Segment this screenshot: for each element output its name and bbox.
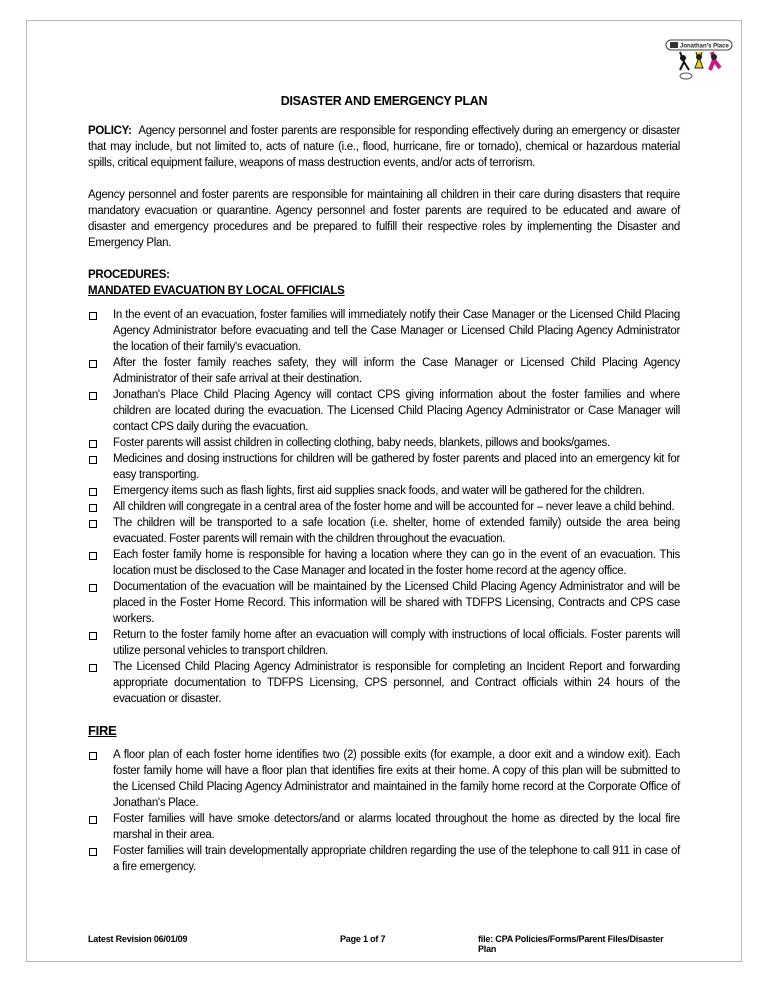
list-item bbox=[88, 811, 680, 843]
list-item-text: After the foster family reaches safety, they will inform the Case Manager or Licensed Child Placing Agency Administrator of their safe arrival at their destination. bbox=[113, 357, 680, 385]
checkbox-bullet-icon bbox=[89, 440, 97, 448]
evacuation-list bbox=[88, 307, 680, 707]
list-item bbox=[88, 659, 680, 707]
checkbox-bullet-icon bbox=[89, 360, 97, 368]
checkbox-bullet-icon bbox=[89, 664, 97, 672]
checkbox-bullet-icon bbox=[89, 312, 97, 320]
evacuation-heading: MANDATED EVACUATION BY LOCAL OFFICIALS bbox=[88, 285, 345, 297]
fire-heading: FIRE bbox=[88, 723, 117, 738]
procedures-heading: PROCEDURES: bbox=[88, 269, 170, 281]
checkbox-bullet-icon bbox=[89, 632, 97, 640]
list-item-text: Return to the foster family home after an evacuation will comply with instructions of local officials. Foster parents will utilize personal vehicles to transport children. bbox=[113, 629, 680, 657]
list-item bbox=[88, 843, 680, 875]
checkbox-bullet-icon bbox=[89, 816, 97, 824]
list-item bbox=[88, 355, 680, 387]
checkbox-bullet-icon bbox=[89, 520, 97, 528]
list-item bbox=[88, 387, 680, 435]
list-item-text: Each foster family home is responsible for having a location where they can go in the event of an evacuation. This location must be disclosed to the Case Manager and located in the foster home record at the agency office. bbox=[113, 549, 680, 577]
footer-page-number: Page 1 of 7 bbox=[340, 934, 386, 944]
list-item-text: Jonathan's Place Child Placing Agency will contact CPS giving information about the foster families and where children are located during the evacuation. The Licensed Child Placing Agency Administrator or Case Manager will contact CPS daily during the evacuation. bbox=[113, 389, 680, 433]
list-item-text: Foster families will train developmentally appropriate children regarding the use of the telephone to call 911 in case of a fire emergency. bbox=[113, 845, 680, 873]
document-body bbox=[88, 93, 680, 875]
list-item-text: Medicines and dosing instructions for children will be gathered by foster parents and placed into an emergency kit for easy transporting. bbox=[113, 453, 680, 481]
fire-list bbox=[88, 747, 680, 875]
svg-text:Jonathan's Place: Jonathan's Place bbox=[680, 43, 729, 50]
list-item-text: Emergency items such as flash lights, first aid supplies snack foods, and water will be gathered for the children. bbox=[113, 485, 645, 497]
list-item bbox=[88, 747, 680, 811]
checkbox-bullet-icon bbox=[89, 504, 97, 512]
footer-revision: Latest Revision 06/01/09 bbox=[88, 934, 188, 944]
checkbox-bullet-icon bbox=[89, 552, 97, 560]
list-item bbox=[88, 435, 680, 451]
list-item bbox=[88, 547, 680, 579]
checkbox-bullet-icon bbox=[89, 848, 97, 856]
checkbox-bullet-icon bbox=[89, 584, 97, 592]
list-item-text: Foster families will have smoke detectors/and or alarms located throughout the home as directed by the local fire marshal in their area. bbox=[113, 813, 680, 841]
jonathans-place-logo bbox=[664, 38, 736, 82]
list-item-text: Foster parents will assist children in collecting clothing, baby needs, blankets, pillows and books/games. bbox=[113, 437, 610, 449]
policy-label: POLICY: bbox=[88, 125, 132, 137]
list-item-text: The Licensed Child Placing Agency Administrator is responsible for completing an Incident Report and forwarding appropriate documentation to TDFPS Licensing, CPS personnel, and Contract officials within 24 hours of the evacuation or disaster. bbox=[113, 661, 680, 705]
checkbox-bullet-icon bbox=[89, 456, 97, 464]
list-item bbox=[88, 515, 680, 547]
list-item bbox=[88, 499, 680, 515]
list-item-text: A floor plan of each foster home identifies two (2) possible exits (for example, a door exit and a window exit). Each foster family home will have a floor plan that identifies fire exits at their home. A copy of this plan will be submitted to the Licensed Child Placing Agency Administrator and maintained in the family home record at the Corporate Office of Jonathan's Place. bbox=[113, 749, 680, 809]
list-item-text: The children will be transported to a safe location (i.e. shelter, home of extended family) outside the area being evacuated. Foster parents will remain with the children throughout the evacuation. bbox=[113, 517, 680, 545]
checkbox-bullet-icon bbox=[89, 392, 97, 400]
policy-text: Agency personnel and foster parents are responsible for responding effectively during an emergency or disaster that may include, but not limited to, acts of nature (i.e., flood, hurricane, fire or tornado), chemical or hazardous material spills, critical equipment failure, weapons of mass destruction events, and/or acts of terrorism. bbox=[88, 125, 680, 169]
list-item bbox=[88, 579, 680, 627]
responsibility-paragraph: Agency personnel and foster parents are responsible for maintaining all children in their care during disasters that require mandatory evacuation or quarantine. Agency personnel and foster parents are required to be educated and aware of disaster and emergency procedures and be prepared to fulfill their respective roles by implementing the Disaster and Emergency Plan. bbox=[88, 189, 680, 249]
list-item-text: Documentation of the evacuation will be maintained by the Licensed Child Placing Agency Administrator and will be placed in the Foster Home Record. This information will be shared with TDFPS Licensing, Contracts and CPS case workers. bbox=[113, 581, 680, 625]
checkbox-bullet-icon bbox=[89, 752, 97, 760]
checkbox-bullet-icon bbox=[89, 488, 97, 496]
list-item bbox=[88, 483, 680, 499]
document-title: DISASTER AND EMERGENCY PLAN bbox=[280, 94, 488, 108]
list-item bbox=[88, 627, 680, 659]
list-item bbox=[88, 451, 680, 483]
list-item-text: All children will congregate in a central area of the foster home and will be accounted for – never leave a child behind. bbox=[113, 501, 675, 513]
list-item bbox=[88, 307, 680, 355]
list-item-text: In the event of an evacuation, foster families will immediately notify their Case Manager or the Licensed Child Placing Agency Administrator before evacuating and tell the Case Manager or Licensed Child Placing Agency Administrator the location of their family's evacuation. bbox=[113, 309, 680, 353]
footer-file-path: file: CPA Policies/Forms/Parent Files/Disaster Plan bbox=[478, 934, 664, 954]
policy-paragraph bbox=[88, 123, 680, 171]
